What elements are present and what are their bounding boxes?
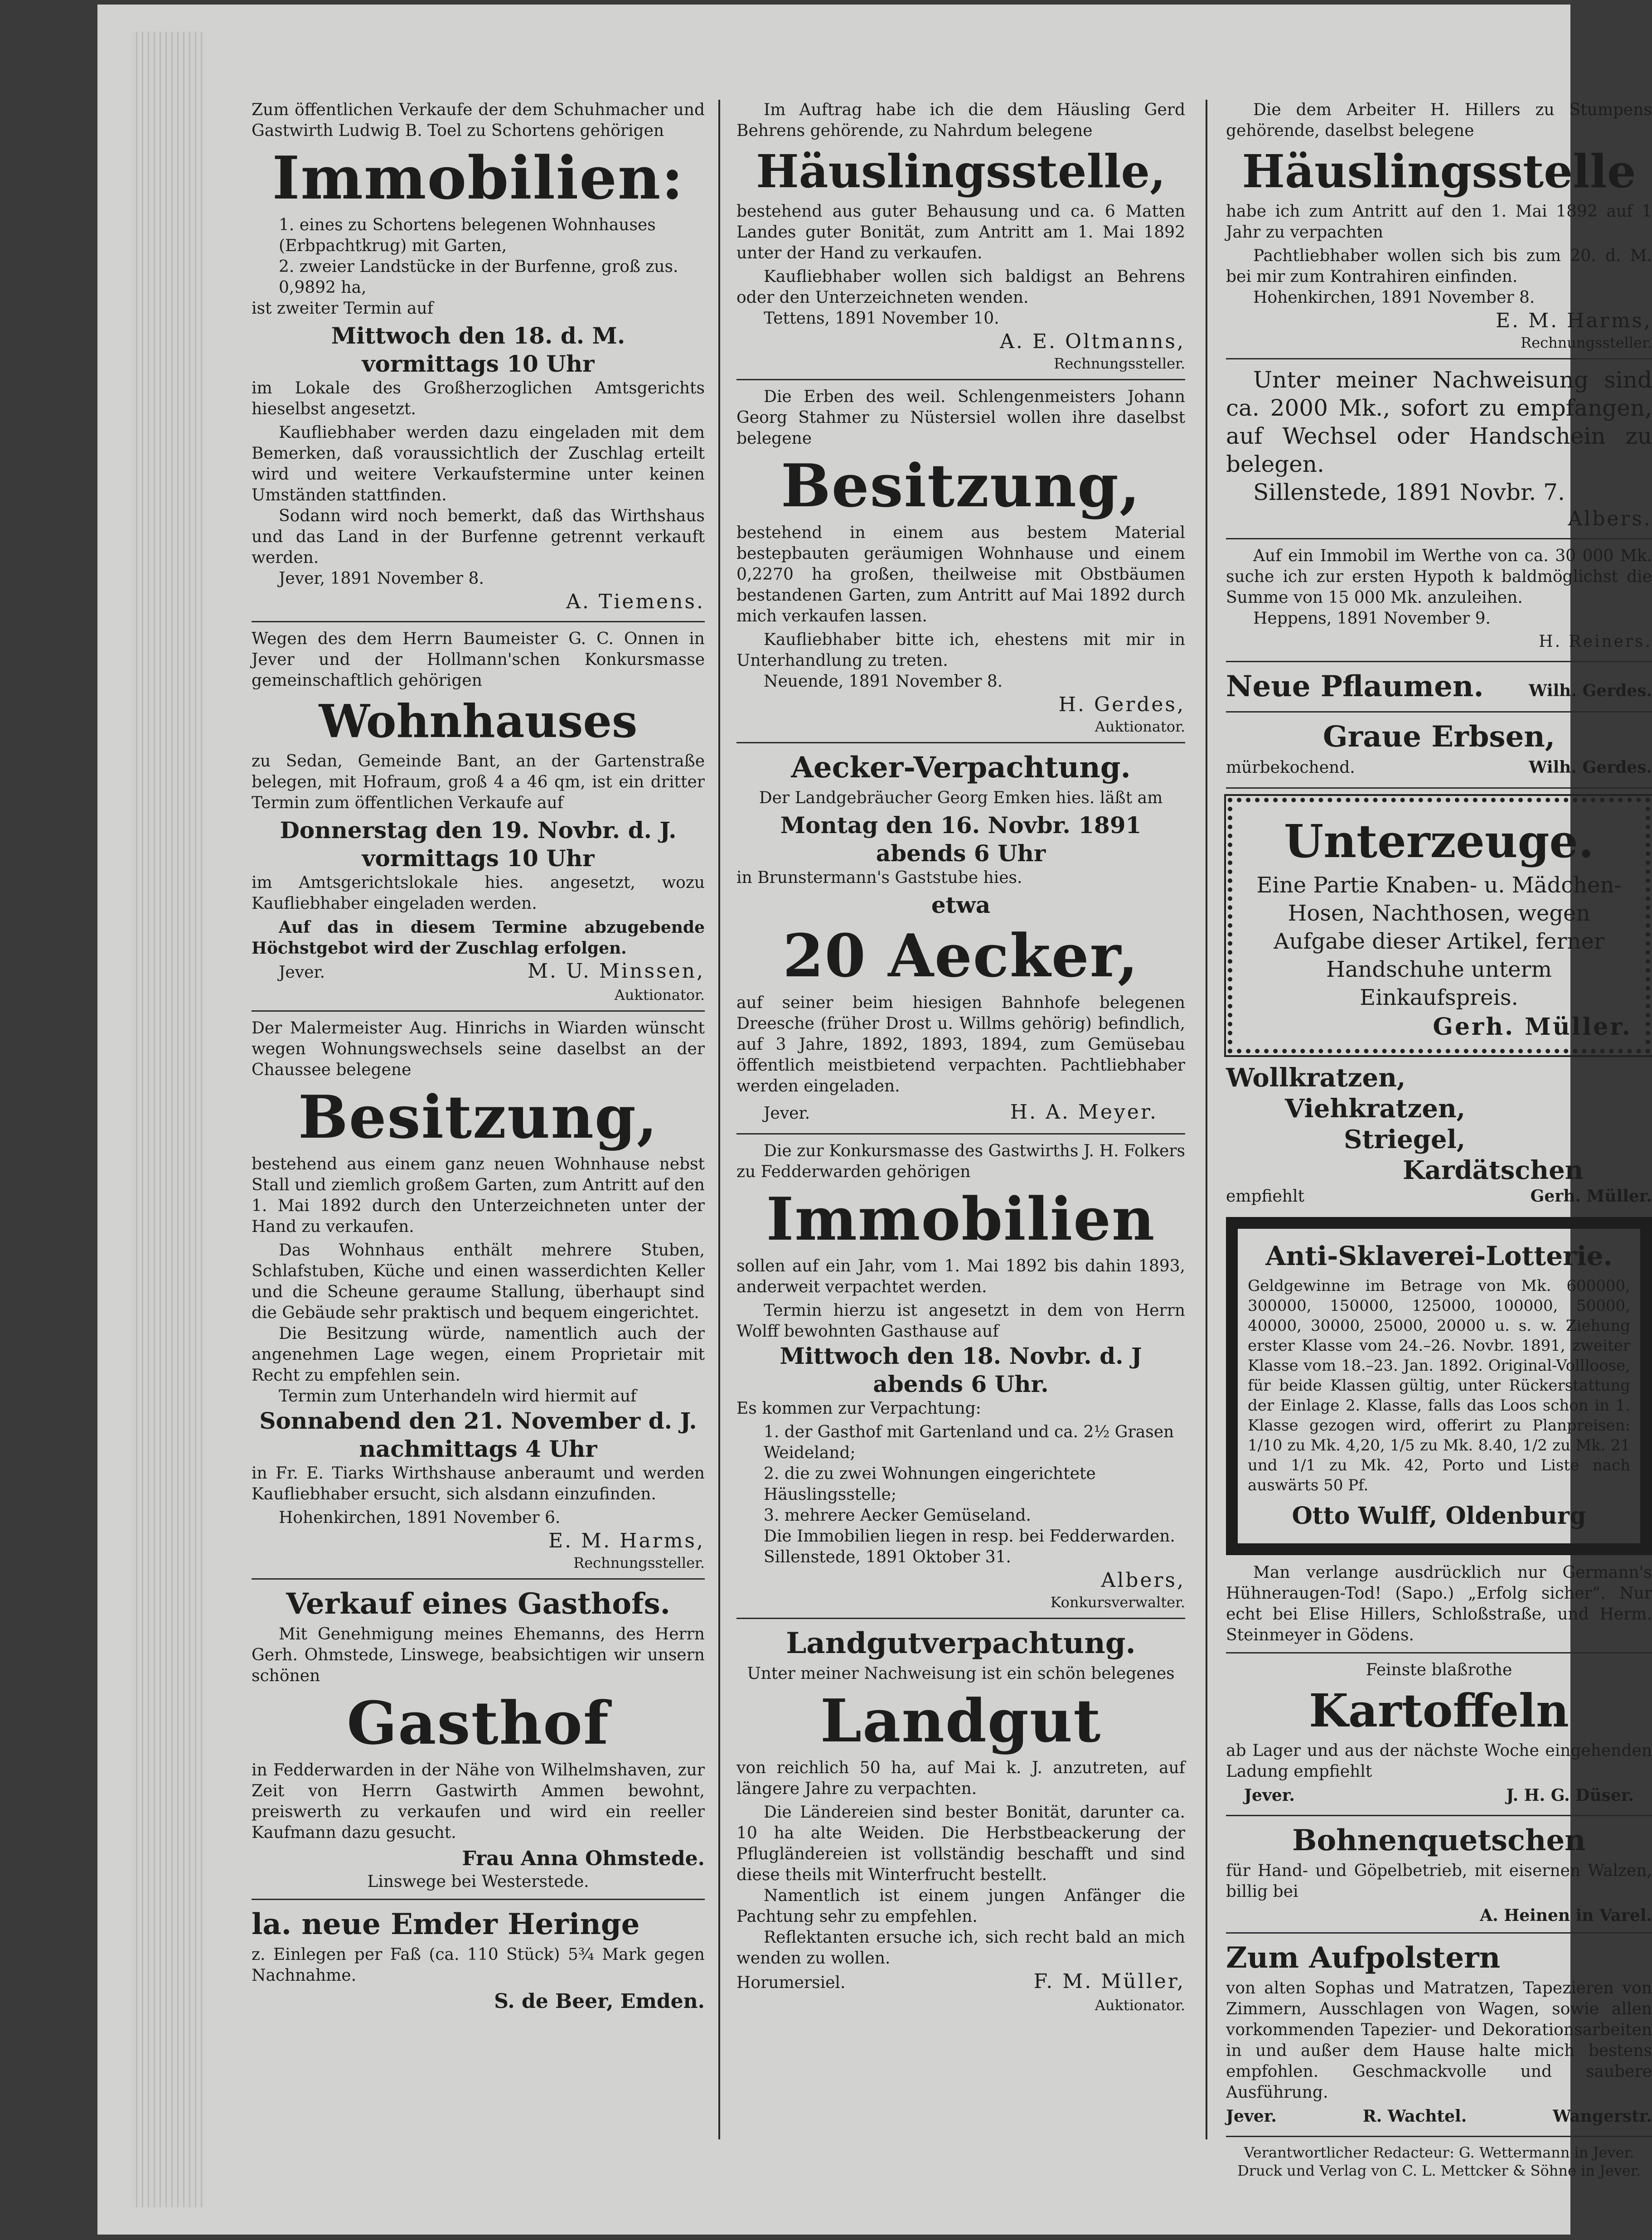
ad-place-date: Jever, 1891 November 8. xyxy=(279,569,484,588)
ad-place: Jever. xyxy=(1244,1786,1295,1805)
ad-place-date: Hohenkirchen, 1891 November 6. xyxy=(279,1508,561,1527)
ad-date: Mittwoch den 18. Novbr. d. J xyxy=(780,1343,1142,1369)
ad-geld-nachweisung xyxy=(1226,366,1652,532)
ad-place-date: Heppens, 1891 November 9. xyxy=(1253,609,1491,628)
ad-signature: Frau Anna Ohmstede. xyxy=(462,1847,705,1870)
ad-title: Bohnenquetschen xyxy=(1292,1823,1586,1857)
list-item: 3. mehrere Aecker Gemüseland. xyxy=(764,1506,1031,1525)
ad-text: z. Einlegen per Faß (ca. 110 Stück) 5¾ Mark gegen Nachnahme. xyxy=(252,1945,705,1985)
column-3 xyxy=(1226,100,1652,2180)
ad-title: Zum Aufpolstern xyxy=(1226,1941,1501,1975)
ad-text: von reichlich 50 ha, auf Mai k. J. anzutreten, auf längere Jahre zu verpachten. xyxy=(736,1759,1185,1798)
ad-divider xyxy=(1226,1652,1652,1653)
ad-text: bestehend aus guter Behausung und ca. 6 Matten Landes guter Bonität, zum Antritt am 1. Mai 1892 unter der Hand zu verkaufen. xyxy=(736,202,1185,262)
ad-title: Neue Pflaumen. xyxy=(1226,669,1484,703)
ad-time: vormittags 10 Uhr xyxy=(362,350,595,377)
ad-text: auf seiner beim hiesigen Bahnhofe belegenen Dreesche (früher Drost u. Willms gehörig) befindlich, auf 3 Jahre, 1892, 1893, 1894, zum Gemüsebau öffentlich meistbietend verpachten. Pachtliebhaber werden eingeladen. xyxy=(736,994,1185,1096)
ad-neue-pflaumen xyxy=(1226,669,1652,705)
ad-text: Kaufliebhaber wollen sich baldigst an Behrens oder den Unterzeichneten wenden. xyxy=(736,267,1185,307)
newspaper-page xyxy=(97,5,1652,2235)
ad-text: habe ich zum Antritt auf den 1. Mai 1892 auf 1 Jahr zu verpachten xyxy=(1226,202,1652,242)
ad-text: Reflektanten ersuche ich, sich recht bald an mich wenden zu wollen. xyxy=(736,1928,1185,1968)
ad-divider xyxy=(1226,1815,1652,1816)
ad-text: Die Ländereien sind bester Bonität, darunter ca. 10 ha alte Weiden. Die Herbstbeackerung der Pflugländereien ist vollständig beschafft und sind diese theils mit Winterfrucht bestellt. xyxy=(736,1803,1185,1884)
ad-date: Donnerstag den 19. Novbr. d. J. xyxy=(280,817,677,844)
ad-line: Striegel, xyxy=(1344,1125,1466,1154)
ad-signature: E. M. Harms, xyxy=(1495,309,1652,332)
ad-besitzung-nuestersiel xyxy=(736,387,1185,736)
ad-text: im Amtsgerichtslokale hies. angesetzt, wozu Kaufliebhaber eingeladen werden. xyxy=(252,873,705,913)
ad-text: für Hand- und Göpelbetrieb, mit eisernen Walzen, billig bei xyxy=(1226,1862,1652,1901)
ad-intro: Die zur Konkursmasse des Gastwirths J. H. Folkers zu Fedderwarden gehörigen xyxy=(736,1142,1185,1181)
ad-intro: Feinste blaßrothe xyxy=(1366,1661,1512,1679)
ad-kartoffeln xyxy=(1226,1660,1652,1808)
ad-role: Auktionator. xyxy=(1095,1997,1185,2014)
ad-text: Kaufliebhaber werden dazu eingeladen mit dem Bemerken, daß voraussichtlich der Zuschlag erteilt wird und weitere Verkaufstermine unter keinen Umständen stattfinden. xyxy=(252,423,705,504)
ad-text: Die Besitzung würde, namentlich auch der angenehmen Lage wegen, einem Proprietair mit Recht zu empfehlen sein. xyxy=(252,1324,705,1385)
ad-divider xyxy=(252,1899,705,1900)
ad-date: Montag den 16. Novbr. 1891 xyxy=(780,812,1142,839)
ad-divider xyxy=(252,1010,705,1012)
ad-title: Kartoffeln xyxy=(1309,1684,1569,1737)
ad-text: empfiehlt xyxy=(1226,1187,1304,1206)
ad-divider xyxy=(1226,661,1652,662)
ad-text: Unter meiner Nachweisung sind ca. 2000 Mk., sofort zu empfangen, auf Wechsel oder Handschein zu belegen. xyxy=(1226,367,1652,477)
ad-title: Landgut xyxy=(820,1686,1102,1755)
ad-unterzeuge-box xyxy=(1228,798,1650,1053)
ad-title: Gasthof xyxy=(347,1688,610,1758)
ad-divider xyxy=(1226,1932,1652,1934)
ad-intro: Die Erben des weil. Schlengenmeisters Johann Georg Stahmer zu Nüstersiel wollen ihre daselbst belegene xyxy=(736,388,1185,448)
ad-title: Häuslingsstelle xyxy=(1242,145,1636,198)
ad-heading: Aecker-Verpachtung. xyxy=(791,751,1131,785)
ad-intro: Mit Genehmigung meines Ehemanns, des Herrn Gerh. Ohmstede, Linswege, beabsichtigen wir unsern schönen xyxy=(252,1625,705,1685)
ad-divider xyxy=(736,1133,1185,1135)
ad-signature: Gerh. Müller. xyxy=(1530,1187,1652,1206)
ad-signature: Otto Wulff, Oldenburg xyxy=(1292,1502,1586,1530)
ad-text: in Fedderwarden in der Nähe von Wilhelmshaven, zur Zeit von Herrn Gastwirth Ammen bewohnt, preiswerth zu verkaufen und wird ein reeller Kaufmann dazu gesucht. xyxy=(252,1761,705,1842)
ad-date: Mittwoch den 18. d. M. xyxy=(331,322,625,349)
ad-haeuslingsstelle-stumpens xyxy=(1226,100,1652,352)
ad-place: Linswege bei Westerstede. xyxy=(367,1872,589,1891)
list-item: 2. zweier Landstücke in der Burfenne, groß zus. 0,9892 ha, xyxy=(279,257,678,297)
column-rule xyxy=(718,100,720,2139)
ad-intro: Zum öffentlichen Verkaufe der dem Schuhmacher und Gastwirth Ludwig B. Toel zu Schortens gehörigen xyxy=(252,101,705,140)
ad-text: bestehend in einem aus bestem Material bestерbauten geräumigen Wohnhause und einem 0,2270 ha großen, theilweise mit Obstbäumen bestandenen Garten, zum Antritt auf Mai 1892 durch mich verkaufen lassen. xyxy=(736,524,1185,625)
ad-place: Jever. xyxy=(279,963,325,982)
ad-place-date: Neuende, 1891 November 8. xyxy=(764,672,1003,691)
list-item: 1. der Gasthof mit Gartenland und ca. 2½ Grasen Weideland; xyxy=(764,1423,1174,1462)
ad-signature: E. M. Harms, xyxy=(548,1529,705,1552)
ad-text: sollen auf ein Jahr, vom 1. Mai 1892 bis dahin 1893, anderweit verpachtet werden. xyxy=(736,1257,1185,1296)
ad-time: abends 6 Uhr xyxy=(876,840,1046,867)
ad-wohnhauses-sedan xyxy=(252,629,705,1004)
ad-signature: Gerh. Müller. xyxy=(1433,1013,1632,1041)
ad-text: im Lokale des Großherzoglichen Amtsgerichts hieselbst angesetzt. xyxy=(252,379,705,418)
ad-signature: F. M. Müller, xyxy=(1033,1970,1185,1993)
ad-time: vormittags 10 Uhr xyxy=(362,845,595,872)
ad-text: Es kommen zur Verpachtung: xyxy=(736,1399,981,1418)
ad-line: Viehkratzen, xyxy=(1285,1094,1466,1124)
ad-landgut-verpachtung xyxy=(736,1625,1185,2014)
ad-text: bestehend aus einem ganz neuen Wohnhause nebst Stall und ziemlich großem Garten, zum Antritt auf den 1. Mai 1892 durch den Unterzeichneten unter der Hand zu verkaufen. xyxy=(252,1155,705,1236)
ad-text: in Fr. E. Tiarks Wirthshause anberaumt und werden Kaufliebhaber ersucht, sich alsdann einzufinden. xyxy=(252,1464,705,1503)
ad-text: in Brunstermann's Gaststube hies. xyxy=(736,868,1022,887)
ad-signature: S. de Beer, Emden. xyxy=(494,1990,705,2013)
ad-heading: Landgutverpachtung. xyxy=(786,1626,1136,1660)
ad-line: Kardätschen xyxy=(1403,1155,1584,1185)
ad-haeuslingsstelle-nahrdum xyxy=(736,100,1185,373)
ad-title: 20 Aecker, xyxy=(783,921,1139,990)
ad-text: etwa xyxy=(931,892,991,918)
ad-role: Rechnungssteller. xyxy=(1054,355,1185,372)
ad-title: Immobilien: xyxy=(272,143,684,213)
column-rule xyxy=(1206,100,1207,2139)
ad-text: ist zweiter Termin auf xyxy=(252,299,433,318)
ad-graue-erbsen xyxy=(1226,719,1652,781)
ad-divider xyxy=(1226,2136,1652,2137)
ad-besitzung-wiarden xyxy=(252,1018,705,1572)
ad-divider xyxy=(1226,538,1652,539)
ad-divider xyxy=(736,379,1185,380)
ad-title: Besitzung, xyxy=(298,1082,659,1152)
ad-role: Rechnungssteller. xyxy=(573,1554,705,1571)
ad-place-date: Sillenstede, 1891 Oktober 31. xyxy=(764,1548,1011,1566)
ad-text: Geldgewinne im Betrage von Mk. 600000, 300000, 150000, 125000, 100000, 50000, 40000, 30000, 25000, 20000 u. s. w. Ziehung erster Klasse vom 24.–26. Novbr. 1891, zweiter Klasse vom 18.–23. Jan. 1892. Original-Vollloose, für beide Klassen gültig, unter Rückerstattung der Einlage 2. Klasse, falls das Loos schon in 1. Klasse gezogen wird, offerirt zu Planpreisen: 1/10 zu Mk. 4,20, 1/5 zu Mk. 8.40, 1/2 zu Mk. 21 und 1/1 zu Mk. 42, Porto und Liste nach auswärts 50 Pf. xyxy=(1248,1277,1630,1494)
ad-signature: Wilh. Gerdes. xyxy=(1529,681,1652,700)
ad-text: zu Sedan, Gemeinde Bant, an der Gartenstraße belegen, mit Hofraum, groß 4 a 46 qm, ist ein dritter Termin zum öffentlichen Verkaufe auf xyxy=(252,752,705,812)
ad-text: ab Lager und aus der nächste Woche eingehenden Ladung empfiehlt xyxy=(1226,1741,1652,1781)
ad-text: Sodann wird noch bemerkt, daß das Wirthshaus und das Land in der Burfenne getrennt verkauft werden. xyxy=(252,507,705,567)
ad-title: Unterzeuge. xyxy=(1284,815,1594,868)
ad-signature: A. Heinen in Varel. xyxy=(1480,1906,1652,1925)
list-item: 2. die zu zwei Wohnungen eingerichtete Häuslingsstelle; xyxy=(764,1464,1096,1504)
ad-line: Wollkratzen, xyxy=(1226,1063,1406,1093)
ad-text: Pachtliebhaber wollen sich bis zum 20. d. M. bei mir zum Kontrahiren einfinden. xyxy=(1226,247,1652,286)
ad-place: Jever. xyxy=(1226,2107,1277,2126)
ad-text: Eine Partie Knaben- u. Mädchen-Hosen, Nachthosen, wegen Aufgabe dieser Artikel, ferner Handschuhe unterm Einkaufspreis. xyxy=(1256,873,1622,1010)
ad-intro: Die dem Arbeiter H. Hillers zu Stumpens gehörende, daselbst belegene xyxy=(1226,101,1652,140)
ad-text: Man verlange ausdrücklich nur Germann's Hühneraugen-Tod! (Sapo.) „Erfolg sicher“. Nur echt bei Elise Hillers, Schloßstraße, und Herm. Steinmeyer in Gödens. xyxy=(1226,1563,1652,1644)
ad-date: Sonnabend den 21. November d. J. xyxy=(259,1407,697,1434)
ad-divider xyxy=(1226,711,1652,713)
column-2 xyxy=(736,100,1185,2017)
ad-signature: Albers, xyxy=(1101,1569,1185,1592)
page-stack-edges xyxy=(131,32,204,2207)
ad-text: Termin hierzu ist angesetzt in dem von Herrn Wolff bewohnten Gasthause auf xyxy=(736,1301,1185,1341)
ad-aecker-verpachtung xyxy=(736,750,1185,1127)
ad-divider xyxy=(736,742,1185,743)
ad-heading: Verkauf eines Gasthofs. xyxy=(286,1587,670,1621)
ad-title: Häuslingsstelle, xyxy=(756,145,1166,198)
ad-huehneraugen xyxy=(1226,1562,1652,1646)
ad-text: von alten Sophas und Matratzen, Tapezieren von Zimmern, Ausschlagen von Wagen, sowie allen vorkommenden Tapezier- und Dekorationsarbeiten in und außer dem Hause halte mich bestens empfohlen. Geschmackvolle und saubere Ausführung. xyxy=(1226,1979,1652,2102)
ad-role: Rechnungssteller. xyxy=(1521,334,1652,351)
ad-time: abends 6 Uhr. xyxy=(873,1371,1049,1397)
ad-divider xyxy=(1226,787,1652,789)
ad-place-date: Sillenstede, 1891 Novbr. 7. xyxy=(1253,479,1565,505)
ad-divider xyxy=(1226,358,1652,359)
imprint-publisher: Druck und Verlag von C. L. Mettcker & Söhne in Jever. xyxy=(1237,2162,1641,2179)
ad-text: Termin zum Unterhandeln wird hiermit auf xyxy=(279,1387,637,1406)
ad-role: Konkursverwalter. xyxy=(1050,1594,1185,1611)
ad-gasthof-verkauf xyxy=(252,1586,705,1892)
ad-hypothek-heppens xyxy=(1226,546,1652,655)
ad-place: Jever. xyxy=(764,1104,810,1123)
ad-title: Besitzung, xyxy=(780,451,1141,520)
ad-kratzen xyxy=(1226,1062,1652,1210)
ad-divider xyxy=(252,1578,705,1580)
ad-intro: Im Auftrag habe ich die dem Häusling Gerd Behrens gehörende, zu Nahrdum belegene xyxy=(736,101,1185,140)
ad-lotterie-box xyxy=(1226,1217,1652,1555)
ad-signature: Albers. xyxy=(1568,507,1652,530)
ad-text: Das Wohnhaus enthält mehrere Stuben, Schlafstuben, Küche und einen wasserdichten Keller und die Scheune geraume Stallung, überhaupt sind die Gebäude sehr praktisch und bequem eingerichtet. xyxy=(252,1241,705,1322)
column-1 xyxy=(252,100,705,2014)
ad-text: mürbekochend. xyxy=(1226,758,1355,777)
ad-signature: H. Reiners. xyxy=(1539,632,1652,651)
imprint-editor: Verantwortlicher Redacteur: G. Wettermann in Jever. xyxy=(1244,2144,1634,2161)
ad-immobilien-schortens xyxy=(252,100,705,615)
ad-title: Graue Erbsen, xyxy=(1323,720,1555,754)
ad-text: Die Immobilien liegen in resp. bei Fedderwarden. xyxy=(764,1527,1175,1546)
ad-role: Auktionator. xyxy=(1095,718,1185,735)
ad-signature: J. H. G. Düser. xyxy=(1506,1786,1634,1805)
ad-signature: Wilh. Gerdes. xyxy=(1529,758,1652,777)
ad-place-date: Hohenkirchen, 1891 November 8. xyxy=(1253,288,1535,307)
ad-title: Wohnhauses xyxy=(319,694,638,748)
ad-signature: H. A. Meyer. xyxy=(1010,1101,1158,1124)
ad-text: Auf ein Immobil im Werthe von ca. 30 000 Mk. suche ich zur ersten Hypoth k baldmöglichst die Summe von 15 000 Mk. anzuleihen. xyxy=(1226,547,1652,607)
ad-signature: R. Wachtel. xyxy=(1362,2107,1467,2126)
ad-text: Kaufliebhaber bitte ich, ehestens mit mir in Unterhandlung zu treten. xyxy=(736,630,1185,670)
ad-aufpolstern xyxy=(1226,1940,1652,2129)
ad-place-date: Tettens, 1891 November 10. xyxy=(764,309,999,328)
imprint xyxy=(1226,2143,1652,2180)
list-item: 1. eines zu Schortens belegenen Wohnhauses (Erbpachtkrug) mit Garten, xyxy=(279,216,656,255)
ad-title: Anti-Sklaverei-Lotterie. xyxy=(1265,1241,1613,1271)
ad-intro: Der Malermeister Aug. Hinrichs in Wiarden wünscht wegen Wohnungswechsels seine daselbst an der Chaussee belegene xyxy=(252,1019,705,1079)
ad-immobilien-fedderwarden xyxy=(736,1141,1185,1611)
ad-note: Auf das in diesem Termine abzugebende Höchstgebot wird der Zuschlag erfolgen. xyxy=(252,918,705,958)
ad-role: Auktionator. xyxy=(614,986,705,1004)
ad-address: Wangerstr. xyxy=(1553,2107,1652,2126)
ad-divider xyxy=(736,1618,1185,1619)
ad-intro: Unter meiner Nachweisung ist ein schön belegenes xyxy=(747,1664,1175,1683)
ad-time: nachmittags 4 Uhr xyxy=(359,1435,597,1462)
ad-bohnenquetschen xyxy=(1226,1823,1652,1926)
ad-intro: Wegen des dem Herrn Baumeister G. C. Onnen in Jever und der Hollmann'schen Konkursmasse gemeinschaftlich gehörigen xyxy=(252,630,705,690)
ad-emder-heringe xyxy=(252,1906,705,2014)
ad-title: Immobilien xyxy=(766,1184,1156,1254)
ad-signature: M. U. Minssen, xyxy=(527,960,705,983)
ad-signature: H. Gerdes, xyxy=(1058,693,1185,716)
ad-text: Namentlich ist einem jungen Anfänger die Pachtung sehr zu empfehlen. xyxy=(736,1886,1185,1926)
ad-intro: Der Landgebräucher Georg Emken hies. läßt am xyxy=(759,789,1163,807)
ad-signature: A. Tiemens. xyxy=(566,590,705,613)
ad-signature: A. E. Oltmanns, xyxy=(1000,330,1185,353)
ad-divider xyxy=(252,621,705,622)
ad-title: la. neue Emder Heringe xyxy=(252,1907,640,1941)
ad-place: Horumersiel. xyxy=(736,1973,846,1992)
